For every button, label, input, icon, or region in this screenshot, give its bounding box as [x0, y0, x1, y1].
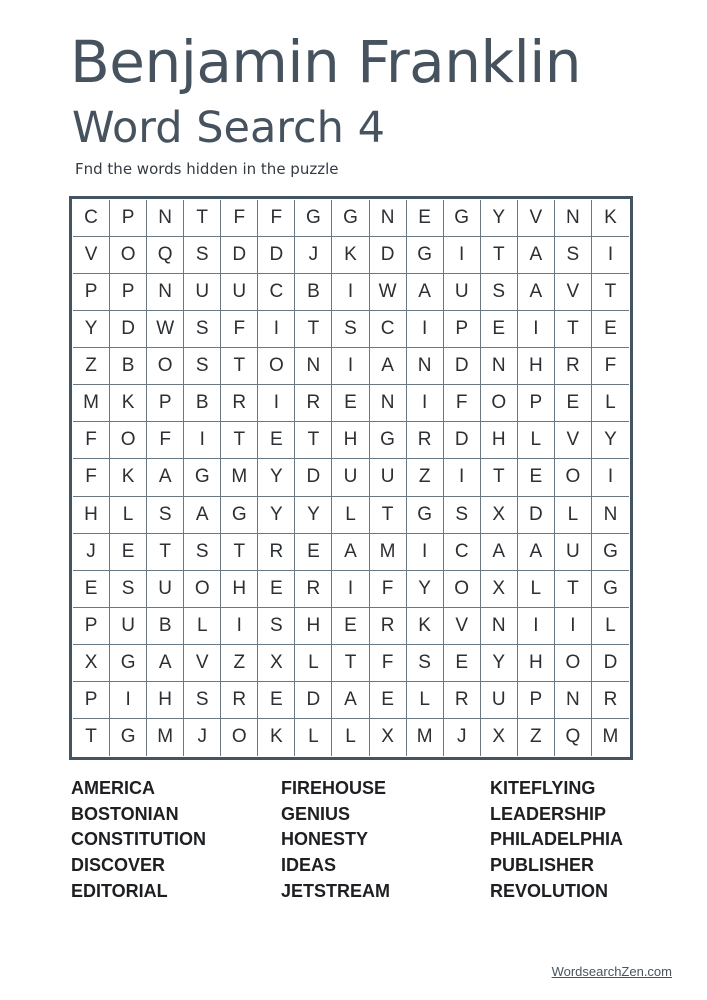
grid-cell: J [73, 534, 110, 571]
grid-cell: X [370, 719, 407, 756]
grid-cell: I [518, 608, 555, 645]
letter-grid [73, 200, 629, 756]
grid-cell: X [481, 719, 518, 756]
grid-cell: O [147, 348, 184, 385]
grid-cell: I [592, 237, 629, 274]
word-list-item: AMERICA [71, 778, 155, 798]
grid-cell: G [407, 497, 444, 534]
grid-cell: R [295, 571, 332, 608]
grid-cell: E [258, 571, 295, 608]
grid-cell: E [518, 459, 555, 496]
grid-cell: D [518, 497, 555, 534]
word-list-item: CONSTITUTION [71, 829, 206, 850]
grid-cell: L [332, 719, 369, 756]
grid-cell: K [592, 200, 629, 237]
word-list-item: JETSTREAM [281, 880, 391, 901]
grid-cell: Y [481, 200, 518, 237]
grid-cell: G [370, 422, 407, 459]
grid-cell: K [110, 385, 147, 422]
grid-cell: F [221, 311, 258, 348]
grid-cell: T [73, 719, 110, 756]
word-list-item: BOSTONIAN [71, 803, 179, 824]
grid-cell: R [221, 385, 258, 422]
grid-cell: B [110, 348, 147, 385]
grid-cell: N [370, 200, 407, 237]
grid-cell: R [407, 422, 444, 459]
grid-cell: I [407, 311, 444, 348]
grid-cell: E [444, 645, 481, 682]
grid-cell: S [332, 311, 369, 348]
grid-cell: R [258, 534, 295, 571]
grid-cell: N [407, 348, 444, 385]
word-list-item: IDEAS [281, 855, 337, 876]
grid-cell: V [555, 274, 592, 311]
grid-cell: I [444, 237, 481, 274]
grid-cell: T [481, 237, 518, 274]
grid-cell: S [184, 682, 221, 719]
grid-cell: Y [295, 497, 332, 534]
grid-cell: K [258, 719, 295, 756]
grid-cell: G [444, 200, 481, 237]
puzzle-subtitle: Word Search 4 [72, 103, 385, 153]
grid-cell: N [555, 200, 592, 237]
grid-cell: I [332, 348, 369, 385]
grid-cell: G [592, 571, 629, 608]
grid-cell: O [110, 422, 147, 459]
grid-cell: T [147, 534, 184, 571]
grid-cell: J [444, 719, 481, 756]
grid-cell: C [258, 274, 295, 311]
grid-cell: L [295, 719, 332, 756]
grid-cell: K [407, 608, 444, 645]
grid-cell: D [258, 237, 295, 274]
grid-cell: C [444, 534, 481, 571]
site-link[interactable]: WordsearchZen.com [551, 964, 672, 979]
grid-cell: N [147, 274, 184, 311]
grid-cell: X [481, 497, 518, 534]
grid-cell: T [481, 459, 518, 496]
grid-cell: R [444, 682, 481, 719]
grid-cell: W [370, 274, 407, 311]
word-list-column-1 [71, 776, 206, 905]
grid-cell: L [407, 682, 444, 719]
grid-cell: O [481, 385, 518, 422]
grid-cell: E [332, 385, 369, 422]
grid-cell: S [147, 497, 184, 534]
grid-cell: Q [147, 237, 184, 274]
grid-cell: Y [73, 311, 110, 348]
word-list-item: EDITORIAL [71, 880, 168, 901]
grid-cell: M [602, 726, 619, 748]
grid-cell: P [147, 385, 184, 422]
grid-cell: J [184, 719, 221, 756]
grid-cell: H [147, 682, 184, 719]
grid-cell: P [518, 682, 555, 719]
grid-cell: F [73, 459, 110, 496]
grid-cell: S [407, 645, 444, 682]
grid-cell: C [370, 311, 407, 348]
grid-cell: O [221, 719, 258, 756]
grid-cell: I [258, 311, 295, 348]
word-list-item: PUBLISHER [490, 855, 595, 876]
grid-cell: V [184, 645, 221, 682]
grid-cell: Y [481, 645, 518, 682]
grid-cell: I [407, 534, 444, 571]
grid-cell: I [184, 422, 221, 459]
grid-cell: F [444, 385, 481, 422]
grid-cell: A [147, 459, 184, 496]
grid-cell: C [73, 200, 110, 237]
grid-cell: R [221, 682, 258, 719]
grid-cell: U [555, 534, 592, 571]
grid-cell: E [73, 571, 110, 608]
grid-cell: F [370, 645, 407, 682]
grid-cell: T [221, 422, 258, 459]
grid-cell: T [332, 645, 369, 682]
grid-cell: A [518, 237, 555, 274]
grid-cell: E [481, 311, 518, 348]
grid-cell: Z [221, 645, 258, 682]
word-list-item: KITEFLYING [490, 778, 596, 798]
grid-cell: L [184, 608, 221, 645]
grid-cell: S [110, 571, 147, 608]
grid-cell: B [147, 608, 184, 645]
grid-cell: V [73, 237, 110, 274]
grid-cell: X [73, 645, 110, 682]
grid-cell: V [555, 422, 592, 459]
grid-cell: R [295, 385, 332, 422]
grid-cell: E [332, 608, 369, 645]
grid-cell: I [518, 311, 555, 348]
grid-cell: P [73, 682, 110, 719]
grid-cell: D [444, 422, 481, 459]
grid-cell: P [110, 274, 147, 311]
grid-cell: A [332, 534, 369, 571]
grid-cell: H [518, 348, 555, 385]
grid-cell: W [147, 311, 184, 348]
grid-cell: L [518, 571, 555, 608]
grid-cell: Y [258, 459, 295, 496]
word-list-item: HONESTY [281, 829, 369, 850]
grid-cell: H [518, 645, 555, 682]
grid-cell: G [221, 497, 258, 534]
grid-cell: D [370, 237, 407, 274]
word-list-item: GENIUS [281, 803, 351, 824]
grid-cell: G [407, 237, 444, 274]
grid-cell: L [110, 497, 147, 534]
grid-cell: G [332, 200, 369, 237]
grid-cell: N [592, 497, 629, 534]
grid-cell: Z [518, 719, 555, 756]
grid-cell: I [258, 385, 295, 422]
word-list-column-3 [490, 776, 623, 905]
grid-cell: A [147, 645, 184, 682]
grid-cell: Z [407, 459, 444, 496]
grid-cell: F [147, 422, 184, 459]
grid-cell: R [370, 608, 407, 645]
word-list-item: LEADERSHIP [490, 803, 607, 824]
grid-cell: P [518, 385, 555, 422]
grid-cell: D [221, 237, 258, 274]
grid-cell: M [370, 534, 407, 571]
grid-cell: S [184, 311, 221, 348]
grid-cell: L [555, 497, 592, 534]
grid-cell: D [295, 682, 332, 719]
grid-cell: I [110, 682, 147, 719]
grid-cell: U [370, 459, 407, 496]
grid-cell: T [555, 571, 592, 608]
grid-cell: M [221, 459, 258, 496]
grid-cell: S [258, 608, 295, 645]
grid-cell: A [481, 534, 518, 571]
grid-cell: D [110, 311, 147, 348]
grid-cell: V [444, 608, 481, 645]
grid-cell: P [444, 311, 481, 348]
grid-cell: U [332, 459, 369, 496]
grid-cell: H [295, 608, 332, 645]
grid-cell: S [481, 274, 518, 311]
grid-cell: G [110, 645, 147, 682]
grid-cell: I [555, 608, 592, 645]
grid-cell: I [332, 274, 369, 311]
grid-cell: O [444, 571, 481, 608]
grid-cell: O [184, 571, 221, 608]
grid-cell: S [184, 237, 221, 274]
word-list-item: DISCOVER [71, 855, 166, 876]
word-list-column-2 [281, 776, 390, 905]
grid-cell: T [184, 200, 221, 237]
grid-cell: M [147, 719, 184, 756]
grid-cell: A [518, 534, 555, 571]
grid-cell: U [184, 274, 221, 311]
grid-cell: D [295, 459, 332, 496]
grid-cell: U [444, 274, 481, 311]
grid-cell: I [221, 608, 258, 645]
grid-cell: S [555, 237, 592, 274]
grid-cell: F [370, 571, 407, 608]
grid-cell: O [110, 237, 147, 274]
grid-cell: T [370, 497, 407, 534]
grid-cell: N [555, 682, 592, 719]
grid-cell: A [518, 274, 555, 311]
grid-cell: T [221, 534, 258, 571]
grid-cell: A [184, 497, 221, 534]
grid-cell: T [295, 422, 332, 459]
grid-cell: N [481, 348, 518, 385]
grid-cell: K [332, 237, 369, 274]
instructions-text: Fnd the words hidden in the puzzle [75, 160, 339, 178]
grid-cell: E [110, 534, 147, 571]
grid-cell: T [221, 348, 258, 385]
grid-cell: R [555, 348, 592, 385]
grid-cell: E [258, 422, 295, 459]
grid-cell: G [592, 534, 629, 571]
grid-cell: A [332, 682, 369, 719]
grid-cell: O [555, 645, 592, 682]
grid-cell: R [592, 682, 629, 719]
grid-cell: M [407, 719, 444, 756]
grid-cell: M [73, 385, 110, 422]
grid-cell: I [592, 459, 629, 496]
grid-cell: U [110, 608, 147, 645]
grid-cell: H [481, 422, 518, 459]
grid-cell: L [295, 645, 332, 682]
grid-cell: F [258, 200, 295, 237]
word-list [71, 776, 671, 906]
letter-grid-frame [69, 196, 633, 760]
word-list-item: FIREHOUSE [281, 778, 387, 798]
grid-cell: N [147, 200, 184, 237]
grid-cell: I [407, 385, 444, 422]
word-list-item: PHILADELPHIA [490, 829, 624, 850]
grid-cell: E [555, 385, 592, 422]
grid-cell: N [370, 385, 407, 422]
grid-cell: U [147, 571, 184, 608]
grid-cell: F [221, 200, 258, 237]
grid-cell: U [221, 274, 258, 311]
grid-cell: B [184, 385, 221, 422]
grid-cell: H [332, 422, 369, 459]
grid-cell: U [481, 682, 518, 719]
grid-cell: O [258, 348, 295, 385]
grid-cell: F [73, 422, 110, 459]
grid-cell: B [295, 274, 332, 311]
grid-cell: L [332, 497, 369, 534]
grid-cell: G [110, 719, 147, 756]
grid-cell: V [518, 200, 555, 237]
grid-cell: L [518, 422, 555, 459]
grid-cell: H [73, 497, 110, 534]
grid-cell: P [73, 608, 110, 645]
grid-cell: S [184, 534, 221, 571]
grid-cell: Y [407, 571, 444, 608]
grid-cell: O [555, 459, 592, 496]
grid-cell: H [221, 571, 258, 608]
grid-cell: L [592, 385, 629, 422]
puzzle-title: Benjamin Franklin [70, 28, 582, 96]
grid-cell: I [444, 459, 481, 496]
grid-cell: G [184, 459, 221, 496]
grid-cell: Z [73, 348, 110, 385]
grid-cell: L [592, 608, 629, 645]
grid-cell: X [258, 645, 295, 682]
grid-cell: Y [258, 497, 295, 534]
grid-cell: Y [592, 422, 629, 459]
grid-cell: F [592, 348, 629, 385]
grid-cell: E [258, 682, 295, 719]
grid-cell: T [592, 274, 629, 311]
word-list-item: REVOLUTION [490, 880, 609, 901]
grid-cell: X [481, 571, 518, 608]
grid-cell: A [407, 274, 444, 311]
grid-cell: N [481, 608, 518, 645]
grid-cell: G [295, 200, 332, 237]
grid-cell: T [555, 311, 592, 348]
grid-cell: Q [555, 719, 592, 756]
grid-cell: E [295, 534, 332, 571]
grid-cell: N [295, 348, 332, 385]
grid-cell: S [444, 497, 481, 534]
grid-cell: P [110, 200, 147, 237]
grid-cell: S [184, 348, 221, 385]
grid-cell: T [295, 311, 332, 348]
grid-cell: D [592, 645, 629, 682]
grid-cell: D [444, 348, 481, 385]
grid-cell: E [370, 682, 407, 719]
grid-cell: K [110, 459, 147, 496]
grid-cell: E [592, 311, 629, 348]
grid-cell: I [332, 571, 369, 608]
grid-cell: P [73, 274, 110, 311]
grid-cell: J [295, 237, 332, 274]
grid-cell: A [370, 348, 407, 385]
grid-cell: E [407, 200, 444, 237]
